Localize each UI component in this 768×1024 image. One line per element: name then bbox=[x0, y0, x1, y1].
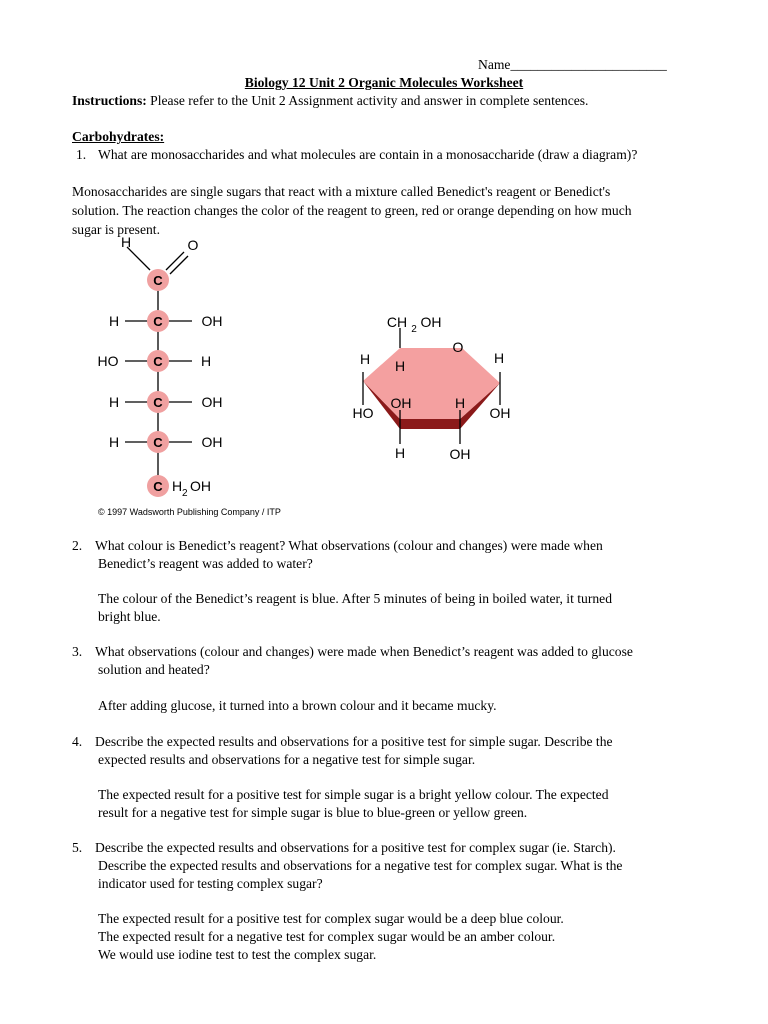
name-blank: _______________________ bbox=[510, 57, 667, 72]
atom-label: H bbox=[454, 395, 466, 411]
q1-answer-line: sugar is present. bbox=[72, 222, 160, 237]
atom-label: C bbox=[153, 479, 163, 494]
q2-number: 2. bbox=[72, 538, 83, 553]
atom-label: HO bbox=[97, 353, 119, 369]
atom-label: O bbox=[187, 237, 199, 253]
q4-question-line: expected results and observations for a negative test for simple sugar. bbox=[98, 752, 476, 767]
section-heading: Carbohydrates: bbox=[72, 129, 165, 144]
instructions-text: Please refer to the Unit 2 Assignment activity and answer in complete sentences. bbox=[146, 93, 589, 108]
q4-question-line: Describe the expected results and observations for a positive test for simple sugar. Describe the bbox=[95, 734, 613, 749]
atom-label: OH bbox=[201, 394, 223, 410]
atom-label: H bbox=[108, 434, 120, 450]
atom-label: C bbox=[153, 395, 163, 410]
atom-label: OH bbox=[201, 434, 223, 450]
q3-number: 3. bbox=[72, 644, 83, 659]
q4-number: 4. bbox=[72, 734, 83, 749]
atom-label: H bbox=[493, 350, 505, 366]
atom-label: H bbox=[108, 394, 120, 410]
q5-question-line: Describe the expected results and observations for a negative test for complex sugar. What is the bbox=[98, 858, 623, 873]
q2-question-line: What colour is Benedict’s reagent? What observations (colour and changes) were made when bbox=[95, 538, 603, 553]
atom-label: H bbox=[120, 234, 132, 250]
q3-answer-line: After adding glucose, it turned into a brown colour and it became mucky. bbox=[98, 698, 497, 713]
atom-label: H bbox=[172, 478, 183, 494]
page-title: Biology 12 Unit 2 Organic Molecules Worksheet bbox=[244, 75, 524, 90]
atom-label: OH bbox=[190, 478, 211, 494]
atom-label: H bbox=[108, 313, 120, 329]
atom-label: H bbox=[394, 358, 406, 374]
q5-answer-line: The expected result for a negative test for complex sugar would be an amber colour. bbox=[98, 929, 556, 944]
atom-label: C bbox=[153, 435, 163, 450]
atom-label: OH bbox=[420, 314, 442, 330]
atom-label: CH bbox=[386, 314, 408, 330]
q1-number: 1. bbox=[76, 147, 87, 162]
q4-answer-line: The expected result for a positive test for simple sugar is a bright yellow colour. The expected bbox=[98, 787, 609, 802]
atom-subscript: 2 bbox=[411, 324, 417, 335]
atom-label: C bbox=[153, 314, 163, 329]
atom-label: H bbox=[200, 353, 212, 369]
atom-label: OH bbox=[449, 446, 471, 462]
q1-answer-line: solution. The reaction changes the color of the reagent to green, red or orange depending on how much bbox=[72, 203, 632, 218]
atom-subscript: 2 bbox=[182, 488, 188, 499]
name-field bbox=[478, 56, 667, 74]
ring-oxygen: O bbox=[452, 339, 464, 355]
q5-answer-line: We would use iodine test to test the complex sugar. bbox=[98, 947, 377, 962]
atom-label: OH bbox=[201, 313, 223, 329]
atom-label: H bbox=[394, 445, 406, 461]
q2-answer-line: bright blue. bbox=[98, 609, 161, 624]
q5-question-line: Describe the expected results and observations for a positive test for complex sugar (ie. Starch). bbox=[95, 840, 616, 855]
q2-question-line: Benedict’s reagent was added to water? bbox=[98, 556, 313, 571]
q4-answer-line: result for a negative test for simple sugar is blue to blue-green or yellow green. bbox=[98, 805, 528, 820]
atom-label: C bbox=[153, 354, 163, 369]
q2-answer-line: The colour of the Benedict’s reagent is blue. After 5 minutes of being in boiled water, it turned bbox=[98, 591, 612, 606]
atom-label: C bbox=[153, 273, 163, 288]
q1-question: What are monosaccharides and what molecules are contain in a monosaccharide (draw a diagram)? bbox=[98, 147, 638, 162]
atom-label: OH bbox=[390, 395, 412, 411]
name-label: Name bbox=[478, 57, 511, 72]
ring-glucose bbox=[363, 328, 500, 444]
q5-number: 5. bbox=[72, 840, 83, 855]
atom-label: H bbox=[359, 351, 371, 367]
glucose-diagram bbox=[0, 230, 560, 520]
diagram-copyright: © 1997 Wadsworth Publishing Company / ITP bbox=[98, 507, 281, 517]
atom-label: OH bbox=[489, 405, 511, 421]
q3-question-line: What observations (colour and changes) were made when Benedict’s reagent was added to glucose bbox=[95, 644, 633, 659]
q1-answer-line: Monosaccharides are single sugars that react with a mixture called Benedict's reagent or Benedict's bbox=[72, 184, 611, 199]
q3-question-line: solution and heated? bbox=[98, 662, 210, 677]
atom-label: HO bbox=[352, 405, 374, 421]
instructions-label: Instructions: bbox=[72, 93, 147, 108]
q5-answer-line: The expected result for a positive test for complex sugar would be a deep blue colour. bbox=[98, 911, 564, 926]
instructions bbox=[72, 92, 588, 110]
q5-question-line: indicator used for testing complex sugar? bbox=[98, 876, 323, 891]
